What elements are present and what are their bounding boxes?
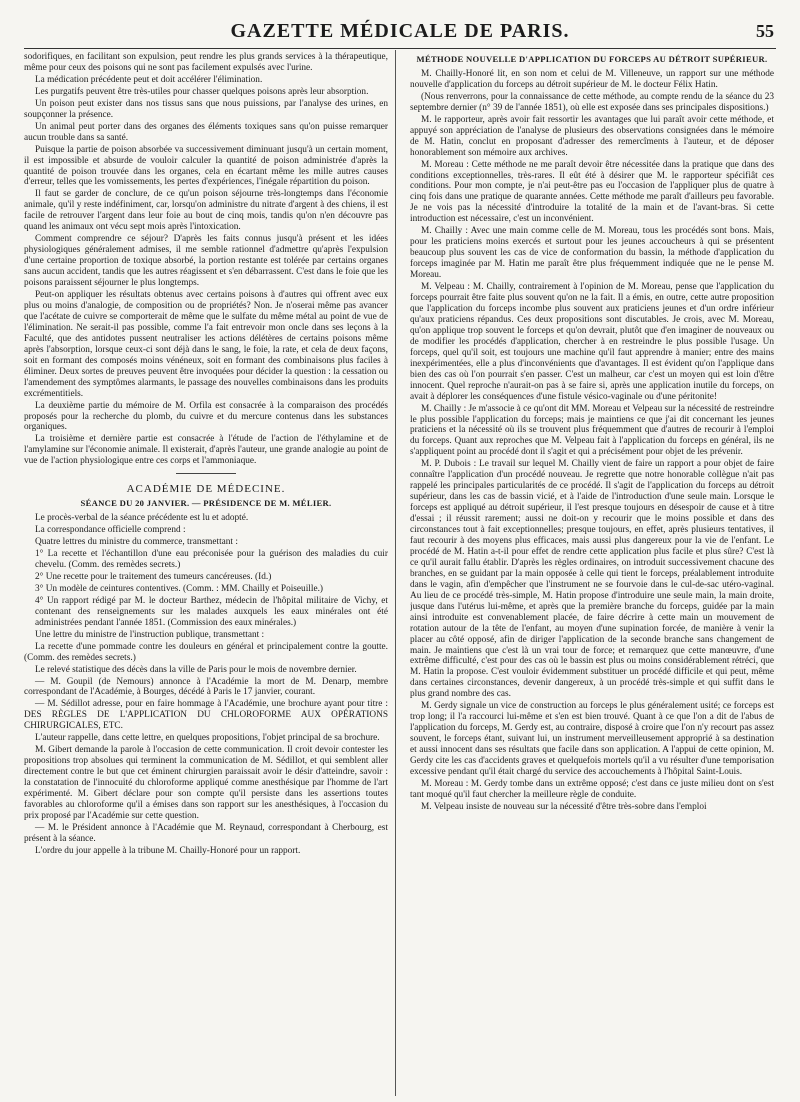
paragraph: — M. Goupil (de Nemours) annonce à l'Académie la mort de M. Denarp, membre correspondant de l'Académie, à Bourges, décédé à Paris le 17 janvier, courant. bbox=[24, 676, 388, 698]
paragraph: M. P. Dubois : Le travail sur lequel M. Chailly vient de faire un rapport a pour objet de faire connaître l'application d'un procédé nouveau. Je regrette que notre honorable collègue n'ait pas rappelé les principales particularités de ce procédé. Il s'agit de l'application du forceps au détroit supérieur, dans les cas de bassin vicié, et à l'aide de l'introduction d'une seule main. Lorsque le forceps est appliqué au détroit supérieur, il l'est presque toujours en désespoir de cause et à titre d'essai ; il réussit rarement; aussi ne doit-on y recourir que le moins possible et dans des circonstances tout à fait exceptionnelles; presque toujours, en effet, après plusieurs tentatives, il faut recourir à des moyens plus efficaces, mais aussi plus dangereux pour la vie de l'enfant. Le procédé de M. Hatin a-t-il pour effet de rendre cette application plus facile et plus sûre? C'est là ce qu'il aurait fallu établir. D'après les règles ordinaires, on introduit successivement chacune des branches, en se guidant par la main opposée à celle qui tient le forceps, préalablement introduite dans le vagin, afin d'empêcher que l'instrument ne se fourvoie dans le cul-de-sac utéro-vaginal. Au lieu de ce procédé très-simple, M. Hatin propose d'introduire une seule main, la main droite, jusque dans l'utérus lui-même, et après que la première branche du forceps, guidée par la main ainsi introduite est convenablement placée, de faire décrire à cette main un mouvement de rotation autour de la tête de l'enfant, au moyen d'une supination forcée, de manière à venir la placer au côté opposé, afin de diriger l'application de la seconde branche sans changement de main. Je maintiens que c'est là un vrai tour de force; et remarquez que cette manœuvre, d'une extrême difficulté, c'est pour des cas où le bassin est plus ou moins considérablement rétréci, que M. Hatin la propose. C'est vouloir évidemment substituer un procédé difficile et qui peut, même dans certaines circonstances, devenir dangereux, à un procédé très-simple et qui suffit dans le plus grand nombre des cas. bbox=[410, 459, 774, 700]
paragraph: La troisième et dernière partie est consacrée à l'étude de l'action de l'éthylamine et de l'amylamine sur l'économie animale. Il existerait, d'après l'auteur, une grande analogie au point de vue de l'action physiologique entre ces corps et l'ammoniaque. bbox=[24, 434, 388, 467]
paragraph: Il faut se garder de conclure, de ce qu'un poison séjourne très-longtemps dans l'économie animale, qu'il y reste indéfiniment, car, lorsqu'on administre du nitrate d'argent à des chiens, il est facile de retrouver l'argent dans leur foie au bout de cinq mois, tandis qu'on n'en découvre pas quand les animaux ont vécu sept mois après l'intoxication. bbox=[24, 189, 388, 233]
paragraph: M. Velpeau insiste de nouveau sur la nécessité d'être très-sobre dans l'emploi bbox=[421, 801, 707, 812]
academy-heading: ACADÉMIE DE MÉDECINE. bbox=[126, 483, 286, 496]
paragraph: M. Gibert demande la parole à l'occasion de cette communication. Il croit devoir contester les propositions trop absolues qui terminent la communication de M. Sédillot, et qui semblent aller directement contre le but que cet éminent chirurgien paraissait avoir le désir d'atteindre, savoir : la constatation de l'innocuité du chloroforme appliqué comme anesthésique par l'homme de l'art expérimenté. M. Gibert déclare pour son compte qu'il persiste dans les assertions toutes favorables au chloroforme qu'il a émises dans son rapport sur les anesthésiques, à l'occasion du prix proposé par l'Académie sur cette question. bbox=[24, 745, 388, 821]
paragraph: M. Moreau : Cette méthode ne me paraît devoir être nécessitée dans la pratique que dans des conditions exceptionnelles, très-rares. Il eût été à désirer que M. le rapporteur spécifiât ces conditions. Pour mon compte, je n'ai peut-être pas eu l'occasion de l'appliquer plus de quatre à cinq fois dans une pratique de quarante années. Cette méthode me paraît d'ailleurs peu favorable. Je ne vois pas la nécessité d'introduire la totalité de la main et de l'avant-bras. Si cette introduction est nécessaire, c'est un inconvénient. bbox=[410, 159, 774, 225]
paragraph: M. le rapporteur, après avoir fait ressortir les avantages que lui paraît avoir cette méthode, et appuyé son appréciation de l'analyse de plusieurs des observations consignées dans le mémoire de M. Hatin, conclut en proposant d'adresser des remercîments à l'auteur, et de déposer honorablement son mémoire aux archives. bbox=[410, 114, 774, 158]
paragraph: sodorifiques, en facilitant son expulsion, peut rendre les plus grands services à la thérapeutique, même pour ceux des poisons qui ne sont pas facilement expulsés avec l'urine. bbox=[24, 52, 388, 73]
paragraph: M. Chailly-Honoré lit, en son nom et celui de M. Villeneuve, un rapport sur une méthode nouvelle d'application du forceps au détroit supérieur de M. le docteur Félix Hatin. bbox=[410, 68, 774, 90]
left-column bbox=[24, 52, 388, 1094]
session-heading: SÉANCE DU 20 JANVIER. — PRÉSIDENCE DE M. MÉLIER. bbox=[80, 498, 332, 509]
paragraph: (Nous renverrons, pour la connaissance de cette méthode, au compte rendu de la séance du 23 septembre dernier (n° 39 de l'année 1851), où elle est exposée dans ses principales dispositions.) bbox=[410, 91, 774, 113]
paragraph: L'auteur rappelle, dans cette lettre, en quelques propositions, l'objet principal de sa brochure. bbox=[35, 733, 380, 744]
paragraph: Les purgatifs peuvent être très-utiles pour chasser quelques poisons après leur absorption. bbox=[35, 86, 369, 97]
paragraph: Un poison peut exister dans nos tissus sans que nous puissions, par l'analyse des urines, en soupçonner la présence. bbox=[24, 98, 388, 120]
right-column bbox=[410, 52, 774, 1094]
paragraph: Le relevé statistique des décès dans la ville de Paris pour le mois de novembre dernier. bbox=[35, 664, 357, 675]
list-item: 1° La recette et l'échantillon d'une eau préconisée pour la guérison des maladies du cuir chevelu. (Comm. des remèdes secrets.) bbox=[35, 549, 388, 570]
paragraph: La deuxième partie du mémoire de M. Orfila est consacrée à la comparaison des procédés proposés pour la recherche du plomb, du cuivre et du mercure contenus dans les substances organiques. bbox=[24, 400, 388, 433]
paragraph: M. Chailly : Avec une main comme celle de M. Moreau, tous les procédés sont bons. Mais, pour les praticiens moins exercés et surtout pour les jeunes accoucheurs à qui se présentent beaucoup plus souvent les cas de vice de conformation du bassin, la méthode d'application du forceps imaginée par M. Hatin me paraît être plus fréquemment indiquée que ne le pense M. Moreau. bbox=[410, 226, 774, 281]
paragraph: — M. le Président annonce à l'Académie que M. Reynaud, correspondant à Cherbourg, est présent à la séance. bbox=[24, 822, 388, 844]
section-heading: MÉTHODE NOUVELLE D'APPLICATION DU FORCEPS AU DÉTROIT SUPÉRIEUR. bbox=[416, 54, 768, 64]
paragraph: M. Velpeau : M. Chailly, contrairement à l'opinion de M. Moreau, pense que l'application du forceps pourrait être faite plus souvent qu'on ne la fait. Il a émis, en outre, cette autre proposition que l'application du forceps incombe plus souvent aux praticiens jeunes et d'un ordre inférieur qu'aux praticiens répandus. Ces deux propositions sont discutables. Je crois, avec M. Moreau, qu'on applique trop souvent le forceps et qu'on devrait, plutôt que d'en imaginer de nouveaux ou de modifier les procédés d'application, chercher à en restreindre le plus possible l'usage. Un forceps, quel qu'il soit, est toujours une machine qu'il faut apprendre à manier; entre des mains inexpérimentées, elle a plus d'inconvénients que d'avantages. Il est évident qu'on l'applique dans bien des cas où l'on pourrait s'en passer. C'est un malheur, car c'est un moyen qui est loin d'être innocent. Quel reproche n'aurait-on pas à se faire si, après une application inutile du forceps, on avait à déplorer les conséquences d'une fistule vésico-vaginale ou d'une péritonite! bbox=[410, 282, 774, 402]
paragraph: M. Gerdy signale un vice de construction au forceps le plus généralement usité; ce forceps est trop long; il l'a raccourci lui-même et s'en est bien trouvé. Quant à ce que l'on a dit de l'abus de l'application du forceps, M. Gerdy est, au contraire, disposé à croire que l'on n'y recourt pas assez souvent, le forceps étant, suivant lui, un instrument merveilleusement approprié à sa destination et aussi innocent dans ses résultats que facile dans son application. A l'appui de cette opinion, M. Gerdy cite les cas d'accidents graves et quelquefois mortels qu'il a vu résulter d'une temporisation excessive pendant qu'il était chargé du service des accouchements à l'hôpital Saint-Louis. bbox=[410, 701, 774, 777]
paragraph: L'ordre du jour appelle à la tribune M. Chailly-Honoré pour un rapport. bbox=[35, 845, 301, 856]
paragraph: La médication précédente peut et doit accélérer l'élimination. bbox=[35, 74, 263, 85]
paragraph: Puisque la partie de poison absorbée va successivement diminuant jusqu'à un certain moment, il est impossible et absurde de vouloir calculer la quantité de poison administrée d'après la quantité de poison trouvée dans les organes, cela en écartant même les mille autres causes d'erreur, telles que les vomissements, les pertes d'expériences, l'inégale répartition du poison. bbox=[24, 144, 388, 188]
paragraph: Le procès-verbal de la séance précédente est lu et adopté. bbox=[35, 513, 249, 524]
list-item: 4° Un rapport rédigé par M. le docteur Barthez, médecin de l'hôpital militaire de Vichy, et contenant des renseignements sur les malades auxquels les eaux minérales ont été administrées pendant l'année 1851. (Commission des eaux minérales.) bbox=[35, 595, 388, 628]
list-item: 2° Une recette pour le traitement des tumeurs cancéreuses. (Id.) bbox=[35, 571, 272, 582]
paragraph: Une lettre du ministre de l'instruction publique, transmettant : bbox=[35, 629, 265, 640]
list-item: 3° Un modèle de ceintures contentives. (Comm. : MM. Chailly et Poiseuille.) bbox=[35, 583, 323, 594]
column-divider bbox=[395, 50, 396, 1096]
paragraph: M. Moreau : M. Gerdy tombe dans un extrême opposé; c'est dans ce juste milieu dont on s'est tant moqué qu'il faut chercher la meilleure règle de conduite. bbox=[410, 778, 774, 800]
journal-title: GAZETTE MÉDICALE DE PARIS. bbox=[230, 20, 570, 42]
page-number: 55 bbox=[756, 21, 774, 41]
paragraph: Peut-on appliquer les résultats obtenus avec certains poisons à d'autres qui offrent avec eux plus ou moins d'analogie, de composition ou de propriétés? Non. Je n'oserai même pas avancer que l'acétate de cuivre se comporterait de même que le sulfate du même métal au point de vue de l'élimination. Ne serait-il pas possible, comme l'a fait entrevoir mon oncle dans ses leçons à la Faculté, que des antidotes pussent neutraliser les actions délétères de certains poisons même après l'absorption, lorsque ceux-ci sont déjà dans le sang, le foie, la rate, et cela de deux façons, soit en formant des composés moins vénéneux, soit en formant des combinaisons plus faciles à éliminer. Deux sortes de preuves peuvent être invoquées pour décider la question : la cessation ou l'amendement des symptômes alarmants, le passage des nouvelles combinaisons dans les produits excrémentitiels. bbox=[24, 290, 388, 399]
paragraph: La correspondance officielle comprend : bbox=[35, 525, 186, 536]
paragraph: Quatre lettres du ministre du commerce, transmettant : bbox=[35, 537, 238, 548]
paragraph: M. Chailly : Je m'associe à ce qu'ont dit MM. Moreau et Velpeau sur la nécessité de restreindre le plus possible l'application du forceps; mais je maintiens ce que j'ai dit concernant les jeunes praticiens et la nécessité où ils se trouvent plus fréquemment que d'autres de recourir à l'emploi du forceps. Quant aux reproches que M. Velpeau fait à l'application du forceps en général, ils ne s'appliquent point au procédé dont il s'agit et qui a précisément pour objet de les prévenir. bbox=[410, 403, 774, 458]
paragraph: La recette d'une pommade contre les douleurs en général et principalement contre la goutte. (Comm. des remèdes secrets.) bbox=[24, 641, 388, 663]
paragraph: — M. Sédillot adresse, pour en faire hommage à l'Académie, une brochure ayant pour titre : DES RÈGLES DE L'APPLICATION DU CHLOROFORME AUX OPÉRATIONS CHIRURGICALES, ETC. bbox=[24, 699, 388, 732]
paragraph: Un animal peut porter dans des organes des éléments toxiques sans qu'on puisse remarquer aucun trouble dans sa santé. bbox=[24, 121, 388, 143]
section-rule bbox=[176, 473, 236, 474]
page-header bbox=[24, 18, 776, 49]
paragraph: Comment comprendre ce séjour? D'après les faits connus jusqu'à présent et les idées physiologiques généralement admises, il me semble rationnel d'admettre qu'après l'expulsion d'une certaine proportion de toxique absorbé, la portion restante est tolérée par certains organes sans aucun accident, tandis que les autres réagissent et s'en débarrassent. C'est dans le foie que les poisons paraissent séjourner le plus longtemps. bbox=[24, 234, 388, 289]
